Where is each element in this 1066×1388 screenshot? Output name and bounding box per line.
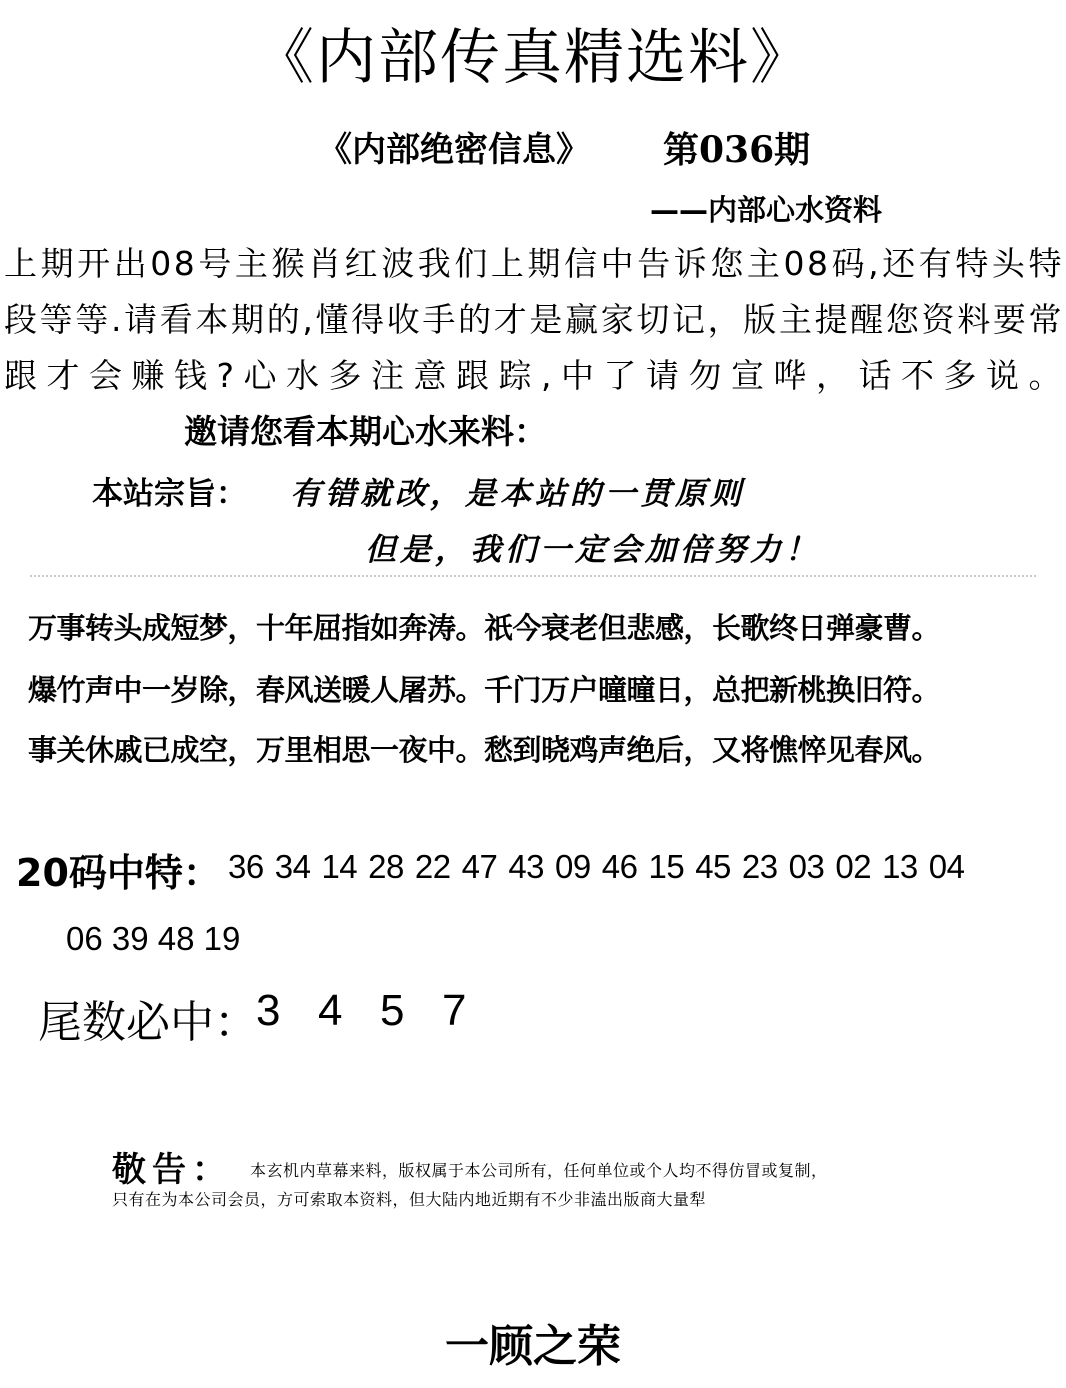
intro-text: 上期开出08号主猴肖红波我们上期信中告诉您主08码,还有特头特段等等.请看本期的,懂得收手的才是赢家切记，版主提醒您资料要常跟才会赚钱?心水多注意跟踪,中了请勿宣哗，话不多说。 — [4, 244, 1064, 395]
number-item: 15 — [648, 848, 685, 885]
poem-line: 事关休戚已成空，万里相思一夜中。愁到晓鸡声绝后，又将憔悴见春风。 — [28, 733, 941, 767]
number-item: 22 — [414, 848, 451, 885]
subtitle: 《内部绝密信息》 — [318, 130, 590, 170]
tail-label: 尾数必中： — [38, 997, 258, 1048]
divider — [30, 575, 1036, 577]
motto-line-1: 有错就改，是本站的一贯原则 — [290, 476, 745, 512]
numbers-label: 20码中特： — [16, 851, 221, 895]
tail-digit: 4 — [318, 986, 343, 1035]
number-item: 14 — [321, 848, 358, 885]
source-note: ——内部心水资料 — [650, 193, 883, 227]
number-item: 43 — [508, 848, 545, 885]
number-item: 36 — [228, 848, 264, 885]
page-title: 《内部传真精选料》 — [254, 23, 812, 93]
number-item: 02 — [835, 848, 872, 885]
number-item: 04 — [928, 848, 965, 885]
number-item: 46 — [601, 848, 638, 885]
tail-digits — [256, 986, 504, 1036]
notice-label: 敬告： — [112, 1150, 232, 1190]
tail-digit: 3 — [256, 986, 281, 1035]
notice-line-2: 只有在为本公司会员，方可索取本资料，但大陆内地近期有不少非溘出版商大量犁 — [112, 1190, 707, 1209]
number-item: 34 — [274, 848, 311, 885]
signature: 一顾之荣 — [445, 1321, 621, 1372]
notice-line-1: 本玄机内草幕来料，版权属于本公司所有，任何单位或个人均不得仿冒或复制， — [250, 1161, 828, 1180]
invite-text: 邀请您看本期心水来料： — [184, 412, 547, 451]
tail-digit: 5 — [380, 986, 405, 1035]
number-item: 13 — [882, 848, 918, 885]
motto-label: 本站宗旨： — [92, 476, 247, 512]
numbers-line-2: 06 39 48 19 — [66, 920, 241, 957]
number-item: 28 — [368, 848, 404, 885]
poem-line: 万事转头成短梦，十年屈指如奔涛。祇今衰老但悲感，长歌终日弹豪曹。 — [28, 611, 941, 645]
number-item: 03 — [788, 848, 825, 885]
issue-number: 第036期 — [663, 129, 811, 171]
tail-digit: 7 — [442, 986, 467, 1035]
number-item: 45 — [695, 848, 731, 885]
motto-line-2: 但是，我们一定会加倍努力！ — [365, 532, 820, 568]
number-item: 23 — [741, 848, 778, 885]
number-item: 09 — [555, 848, 591, 885]
number-item: 47 — [461, 848, 498, 885]
numbers-line-1 — [228, 848, 1066, 886]
poem-line: 爆竹声中一岁除，春风送暖人屠苏。千门万户曈曈日，总把新桃换旧符。 — [28, 673, 941, 707]
intro-paragraph — [4, 236, 1064, 460]
